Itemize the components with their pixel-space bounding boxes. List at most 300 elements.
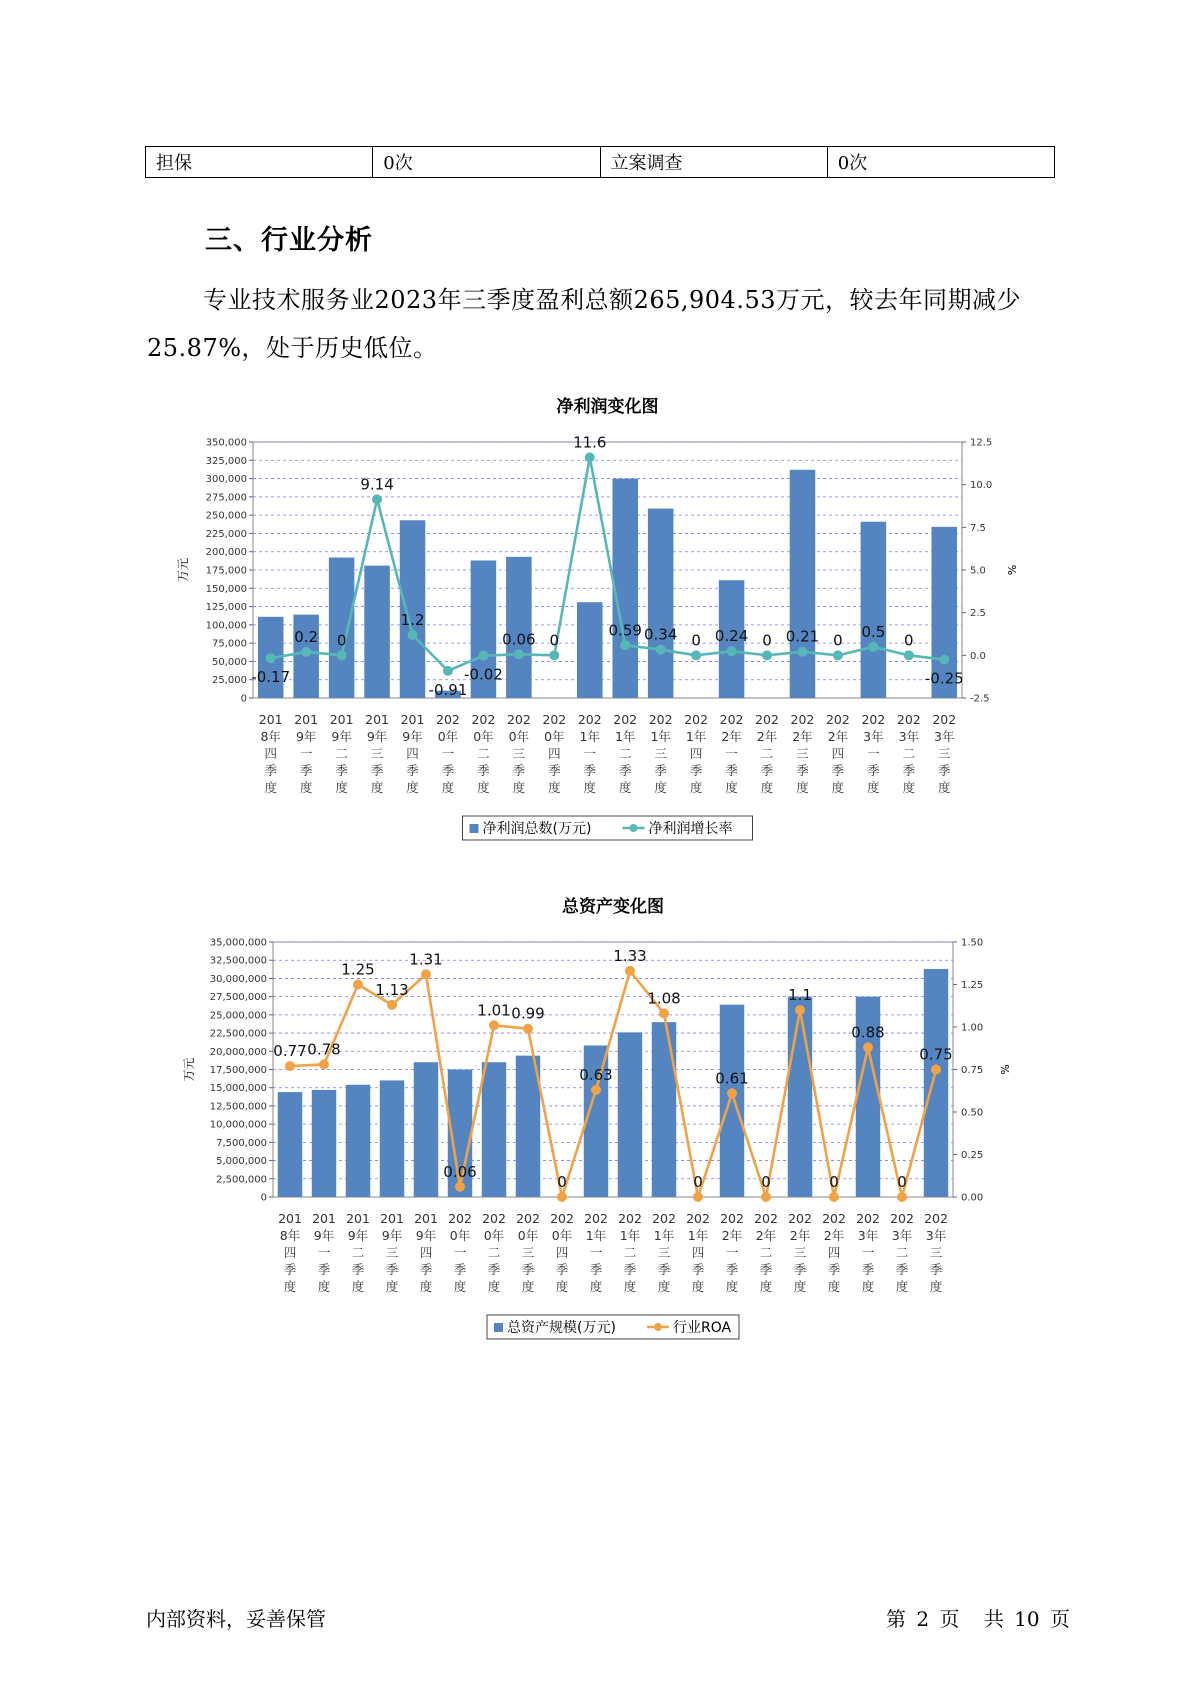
x-tick-label-line: 202 (506, 712, 531, 727)
x-tick-label-line: 202 (924, 1211, 948, 1226)
line-point (625, 966, 635, 976)
line-point (443, 666, 453, 676)
data-label: 0.61 (715, 1069, 749, 1088)
y-right-axis-label: % (998, 1064, 1011, 1075)
data-label: 0 (829, 1173, 839, 1191)
line-point (585, 452, 595, 462)
data-label: 0.63 (579, 1065, 613, 1084)
line-point (489, 1020, 499, 1030)
line-point (514, 649, 524, 659)
data-label: 1.2 (400, 610, 425, 629)
x-tick-label-line: 季 (419, 1262, 433, 1277)
legend-line-marker (654, 1323, 662, 1331)
table-cell: 0次 (827, 147, 1054, 178)
x-tick-label-line: 度 (453, 1279, 467, 1294)
x-tick-label-line: 季 (760, 763, 774, 778)
x-tick-label (890, 1211, 914, 1294)
x-tick-label (294, 712, 318, 795)
x-tick-label-line: 季 (589, 1262, 603, 1277)
x-tick-label (613, 712, 637, 795)
x-tick-label-line: 1年 (614, 729, 636, 744)
x-tick-label-line: 季 (796, 763, 809, 778)
y-right-tick-label: 0.25 (961, 1150, 984, 1161)
y-left-tick-label: 5,000,000 (216, 1156, 267, 1168)
y-left-axis-label: 万元 (182, 1057, 196, 1082)
line-point (591, 1085, 601, 1095)
y-left-tick-label: 75,000 (212, 638, 247, 650)
y-right-tick-label: 1.25 (961, 980, 984, 991)
x-tick-label-line: 一 (861, 1245, 875, 1260)
line-point (319, 1059, 329, 1069)
legend-bar-swatch (470, 824, 479, 833)
x-tick-label-line: 3年 (857, 1228, 879, 1243)
line-point (523, 1024, 533, 1034)
y-left-tick-label: 0 (260, 1192, 267, 1204)
line-point (931, 1065, 941, 1075)
y-left-tick-label: 350,000 (205, 437, 247, 449)
line-point (285, 1061, 295, 1071)
x-tick-label-line: 二 (487, 1245, 501, 1260)
x-tick-label-line: 季 (929, 1262, 943, 1277)
x-tick-label-line: 三 (521, 1245, 535, 1260)
x-tick-label-line: 0年 (473, 729, 494, 744)
x-tick-label-line: 二 (351, 1245, 365, 1260)
x-tick-label-line: 季 (759, 1262, 773, 1277)
line-point (301, 647, 311, 657)
x-tick-label-line: 202 (577, 712, 602, 727)
x-tick-label-line: 四 (548, 746, 561, 761)
x-tick-label-line: 季 (335, 763, 348, 778)
y-right-tick-label: 0.00 (961, 1192, 984, 1204)
legend-bar-swatch (494, 1323, 503, 1332)
x-tick-label-line: 度 (938, 780, 951, 795)
x-tick-label-line: 2年 (756, 729, 778, 744)
x-tick-label-line: 202 (448, 1211, 472, 1226)
x-tick-label-line: 201 (414, 1211, 438, 1226)
x-tick-label-line: 四 (283, 1245, 297, 1260)
x-tick-label-line: 202 (896, 712, 921, 727)
x-tick-label-line: 季 (299, 763, 313, 778)
page-label: 第 (886, 1607, 906, 1631)
data-label: 0.88 (851, 1023, 885, 1042)
x-tick-label-line: 3年 (891, 1228, 913, 1243)
x-tick-label-line: 度 (657, 1279, 671, 1294)
data-label: 9.14 (360, 475, 394, 494)
x-tick-label-line: 202 (932, 712, 957, 727)
page-label: 页 (1049, 1607, 1070, 1631)
line-point (863, 1042, 873, 1052)
total-assets-chart (0, 890, 1191, 1350)
y-left-tick-label: 2,500,000 (216, 1174, 267, 1186)
y-left-tick-label: 15,000,000 (209, 1083, 267, 1095)
x-tick-label-line: 8年 (260, 729, 281, 744)
y-right-tick-label: 12.5 (970, 437, 993, 449)
y-left-tick-label: 275,000 (205, 492, 247, 504)
data-label: 0.5 (861, 622, 886, 641)
x-tick-label-line: 季 (618, 763, 632, 778)
x-tick-label-line: 四 (827, 1245, 841, 1260)
data-label: 1.08 (647, 989, 681, 1008)
line-point (372, 494, 382, 504)
x-tick-label-line: 季 (861, 1262, 875, 1277)
y-left-tick-label: 0 (240, 693, 247, 705)
line-point (939, 655, 949, 665)
data-label: 0 (691, 631, 701, 650)
x-tick-label-line: 季 (385, 1262, 399, 1277)
x-tick-label-line: 2年 (823, 1228, 845, 1243)
x-tick-label-line: 四 (691, 1245, 705, 1260)
chart-title: 总资产变化图 (562, 897, 664, 917)
x-tick-label (822, 1211, 846, 1294)
x-tick-label-line: 二 (895, 1245, 909, 1260)
data-label: -0.91 (428, 680, 468, 699)
x-tick-label-line: 201 (400, 712, 425, 727)
x-tick-label-line: 202 (861, 712, 886, 727)
x-tick-label-line: 季 (725, 1262, 739, 1277)
x-tick-label-line: 季 (827, 1262, 841, 1277)
bar (924, 969, 948, 1197)
x-tick-label-line: 三 (512, 746, 526, 761)
x-tick-label (788, 1211, 812, 1294)
x-tick-label-line: 度 (548, 780, 561, 795)
table-cell: 立案调查 (600, 147, 827, 178)
x-tick-label-line: 度 (583, 780, 597, 795)
x-tick-label-line: 季 (487, 1262, 501, 1277)
x-tick-label-line: 202 (790, 712, 815, 727)
x-tick-label (897, 712, 921, 795)
bar (577, 602, 603, 698)
y-right-axis-label: % (1005, 564, 1018, 576)
y-left-tick-label: 300,000 (205, 474, 247, 486)
y-left-tick-label: 25,000,000 (209, 1010, 267, 1022)
x-tick-label-line: 季 (370, 763, 384, 778)
x-tick-label-line: 一 (725, 746, 738, 761)
x-tick-label-line: 一 (299, 746, 313, 761)
x-tick-label-line: 202 (613, 712, 638, 727)
data-label: 0.24 (714, 627, 749, 646)
x-tick-label-line: 202 (788, 1211, 812, 1226)
x-tick-label-line: 度 (793, 1279, 807, 1294)
x-tick-label (330, 712, 354, 795)
x-tick-label-line: 2年 (755, 1228, 777, 1243)
y-right-tick-label: 2.5 (970, 608, 986, 620)
x-tick-label-line: 度 (487, 1279, 501, 1294)
x-tick-label-line: 202 (648, 712, 673, 727)
line-point (478, 651, 488, 661)
line-point (656, 645, 666, 655)
x-tick-label (861, 712, 885, 795)
x-tick-label-line: 季 (351, 1262, 365, 1277)
y-left-tick-label: 250,000 (205, 510, 247, 522)
x-tick-label-line: 四 (406, 746, 419, 761)
page-current: 2 (916, 1607, 930, 1631)
x-tick-label (414, 1211, 438, 1294)
data-label: 0.75 (919, 1045, 953, 1064)
y-left-axis-label: 万元 (176, 557, 190, 583)
bar (400, 520, 426, 698)
x-tick-label-line: 202 (684, 712, 709, 727)
x-tick-label-line: 1年 (619, 1228, 641, 1243)
y-right-tick-label: 7.5 (970, 522, 986, 534)
x-tick-label-line: 1年 (579, 729, 601, 744)
x-tick-label (448, 1211, 472, 1294)
x-tick-label-line: 季 (725, 763, 738, 778)
data-label: 0.21 (785, 627, 820, 646)
page-label: 共 (983, 1607, 1004, 1631)
x-tick-label-line: 一 (583, 746, 597, 761)
x-tick-label-line: 9年 (347, 1228, 369, 1243)
x-tick-label-line: 三 (929, 1245, 943, 1260)
x-tick-label (312, 1211, 336, 1294)
data-label: 0 (336, 631, 347, 650)
x-tick-label-line: 二 (335, 746, 348, 761)
x-tick-label-line: 度 (406, 780, 419, 795)
x-tick-label-line: 度 (589, 1279, 603, 1294)
x-tick-label-line: 度 (796, 780, 809, 795)
x-tick-label-line: 三 (796, 746, 809, 761)
y-left-tick-label: 30,000,000 (209, 973, 267, 985)
y-right-tick-label: 0.75 (961, 1065, 984, 1076)
x-tick-label-line: 0年 (437, 729, 459, 744)
y-left-tick-label: 17,500,000 (209, 1065, 267, 1076)
data-label: 1.25 (341, 960, 375, 979)
y-left-tick-label: 12,500,000 (209, 1101, 267, 1113)
x-tick-label (550, 1211, 574, 1294)
x-tick-label-line: 9年 (313, 1228, 335, 1243)
data-label: 0 (557, 1173, 567, 1191)
x-tick-label-line: 201 (329, 712, 354, 727)
line-point (421, 969, 431, 979)
x-tick-label (507, 712, 531, 795)
x-tick-label-line: 度 (370, 780, 384, 795)
x-tick-label-line: 三 (793, 1245, 807, 1260)
bar (414, 1062, 438, 1197)
x-tick-label-line: 一 (589, 1245, 603, 1260)
y-left-tick-label: 175,000 (205, 565, 247, 577)
legend (463, 816, 753, 840)
x-tick-label-line: 季 (793, 1262, 807, 1277)
x-tick-label-line: 三 (385, 1245, 399, 1260)
x-tick-label-line: 1年 (685, 729, 707, 744)
x-tick-label-line: 202 (825, 712, 850, 727)
x-tick-label-line: 0年 (483, 1228, 505, 1243)
x-tick-label (856, 1211, 880, 1294)
x-tick-label-line: 季 (406, 763, 419, 778)
x-tick-label-line: 201 (365, 712, 390, 727)
x-tick-label-line: 9年 (415, 1228, 437, 1243)
line-point (387, 1000, 397, 1010)
x-tick-label-line: 202 (890, 1211, 914, 1226)
x-tick-label-line: 二 (902, 746, 916, 761)
page-number (886, 1603, 1074, 1632)
bar (482, 1062, 506, 1197)
data-label: 11.6 (573, 433, 607, 452)
bar (329, 558, 355, 698)
x-tick-label-line: 度 (555, 1279, 569, 1294)
page-total: 10 (1014, 1607, 1040, 1631)
data-label: 0.2 (294, 627, 319, 646)
bar (720, 1005, 744, 1197)
x-tick-label-line: 四 (555, 1245, 569, 1260)
bar (506, 557, 532, 698)
x-tick-label-line: 9年 (381, 1228, 403, 1243)
data-label: 0 (549, 631, 560, 650)
data-label: 0.78 (307, 1040, 341, 1059)
y-left-tick-label: 32,500,000 (209, 955, 267, 967)
bar (861, 522, 887, 698)
x-tick-label (649, 712, 673, 795)
table-cell: 0次 (373, 147, 600, 178)
x-tick-label-line: 度 (441, 780, 455, 795)
legend-line-label: 净利润增长率 (648, 821, 733, 837)
x-tick-label-line: 季 (623, 1262, 637, 1277)
x-tick-label-line: 202 (584, 1211, 608, 1226)
x-tick-label (346, 1211, 370, 1294)
data-label: 1.31 (409, 950, 443, 969)
data-label: -0.17 (251, 668, 291, 687)
x-tick-label-line: 202 (542, 712, 567, 727)
legend-bar-label: 净利润总数(万元) (482, 821, 592, 837)
x-tick-label-line: 季 (548, 763, 561, 778)
chart-title: 净利润变化图 (556, 397, 659, 417)
x-tick-label-line: 度 (654, 780, 667, 795)
x-tick-label (259, 712, 283, 795)
x-tick-label-line: 201 (312, 1211, 336, 1226)
x-tick-label (471, 712, 495, 795)
x-tick-label (924, 1211, 948, 1294)
x-tick-label (755, 712, 779, 795)
line-point (833, 650, 843, 660)
line-point (337, 650, 347, 660)
x-tick-label-line: 季 (938, 763, 951, 778)
legend-line-label: 行业ROA (673, 1320, 732, 1336)
x-tick-label-line: 2年 (789, 1228, 811, 1243)
x-tick-label-line: 度 (867, 780, 880, 795)
data-label: 0 (897, 1173, 907, 1191)
x-tick-label-line: 1年 (585, 1228, 607, 1243)
legend (487, 1315, 739, 1339)
x-tick-label-line: 季 (654, 763, 667, 778)
y-left-tick-label: 125,000 (205, 602, 247, 614)
bar (346, 1085, 370, 1197)
y-left-tick-label: 200,000 (205, 547, 247, 559)
x-tick-label-line: 2年 (721, 1228, 743, 1243)
x-tick-label-line: 3年 (863, 729, 884, 744)
x-tick-label-line: 201 (294, 712, 319, 727)
x-tick-label-line: 季 (264, 763, 277, 778)
data-label: 0.34 (643, 625, 678, 644)
x-tick-label-line: 202 (516, 1211, 540, 1226)
x-tick-label-line: 四 (264, 746, 277, 761)
x-tick-label-line: 度 (902, 780, 916, 795)
x-tick-label (365, 712, 389, 795)
x-tick-label (720, 1211, 744, 1294)
x-tick-label-line: 202 (856, 1211, 880, 1226)
y-left-tick-label: 25,000 (212, 675, 247, 687)
bar (618, 1032, 642, 1197)
x-tick-label-line: 0年 (508, 729, 530, 744)
line-point (620, 640, 630, 650)
y-left-tick-label: 225,000 (205, 528, 247, 540)
line-point (897, 1192, 907, 1202)
line-point (761, 1192, 771, 1202)
bar (788, 997, 812, 1197)
x-tick-label-line: 1年 (687, 1228, 709, 1243)
x-tick-label-line: 201 (380, 1211, 404, 1226)
x-tick-label-line: 度 (264, 780, 277, 795)
x-tick-label-line: 1年 (650, 729, 671, 744)
bar (364, 566, 390, 698)
bar (612, 479, 638, 698)
line-point (691, 650, 701, 660)
y-right-tick-label: 1.50 (961, 937, 984, 949)
y-left-tick-label: 50,000 (212, 656, 247, 668)
line-point (829, 1192, 839, 1202)
x-tick-label-line: 季 (867, 763, 880, 778)
legend-bar-label: 总资产规模(万元) (507, 1320, 616, 1336)
x-tick-label (380, 1211, 404, 1294)
data-label: 0.59 (608, 621, 642, 640)
x-tick-label-line: 3年 (898, 729, 920, 744)
x-tick-label-line: 度 (689, 780, 703, 795)
x-tick-label-line: 二 (760, 746, 774, 761)
x-tick-label-line: 三 (938, 746, 951, 761)
x-tick-label-line: 度 (521, 1279, 535, 1294)
x-tick-label (754, 1211, 778, 1294)
x-tick-label-line: 202 (754, 1211, 778, 1226)
x-tick-label-line: 9年 (295, 729, 317, 744)
table-row (146, 147, 1055, 178)
x-tick-label-line: 四 (419, 1245, 433, 1260)
x-tick-label-line: 季 (283, 1262, 297, 1277)
x-tick-label (720, 712, 744, 795)
x-tick-label-line: 度 (512, 780, 526, 795)
x-tick-label (436, 712, 460, 795)
data-label: 0 (762, 631, 772, 650)
x-tick-label-line: 度 (861, 1279, 875, 1294)
page-label: 页 (939, 1607, 960, 1631)
x-tick-label-line: 度 (623, 1279, 637, 1294)
x-tick-label-line: 1年 (653, 1228, 675, 1243)
y-left-tick-label: 150,000 (205, 583, 247, 595)
x-tick-label-line: 2年 (792, 729, 813, 744)
x-tick-label-line: 202 (652, 1211, 676, 1226)
y-left-tick-label: 22,500,000 (209, 1028, 267, 1040)
data-label: 0 (761, 1173, 771, 1191)
x-tick-label-line: 四 (831, 746, 845, 761)
x-tick-label (278, 1211, 302, 1294)
data-label: -0.02 (464, 665, 503, 684)
x-tick-label-line: 度 (385, 1279, 399, 1294)
x-tick-label-line: 202 (720, 1211, 744, 1226)
data-label: 0.06 (502, 630, 536, 649)
data-label: 1.33 (613, 946, 647, 965)
x-tick-label-line: 一 (317, 1245, 331, 1260)
x-tick-label-line: 季 (477, 763, 490, 778)
x-tick-label-line: 度 (760, 780, 774, 795)
section-title: 三、行业分析 (205, 225, 373, 256)
info-table (145, 146, 1055, 178)
x-tick-label (482, 1211, 506, 1294)
y-right-tick-label: 0.0 (970, 650, 986, 662)
x-tick-label-line: 三 (657, 1245, 671, 1260)
data-label: 1.1 (788, 986, 812, 1004)
x-tick-label-line: 202 (719, 712, 744, 727)
x-tick-label-line: 3年 (925, 1228, 947, 1243)
line-point (762, 650, 772, 660)
x-tick-label-line: 3年 (934, 729, 955, 744)
bar (278, 1092, 302, 1197)
